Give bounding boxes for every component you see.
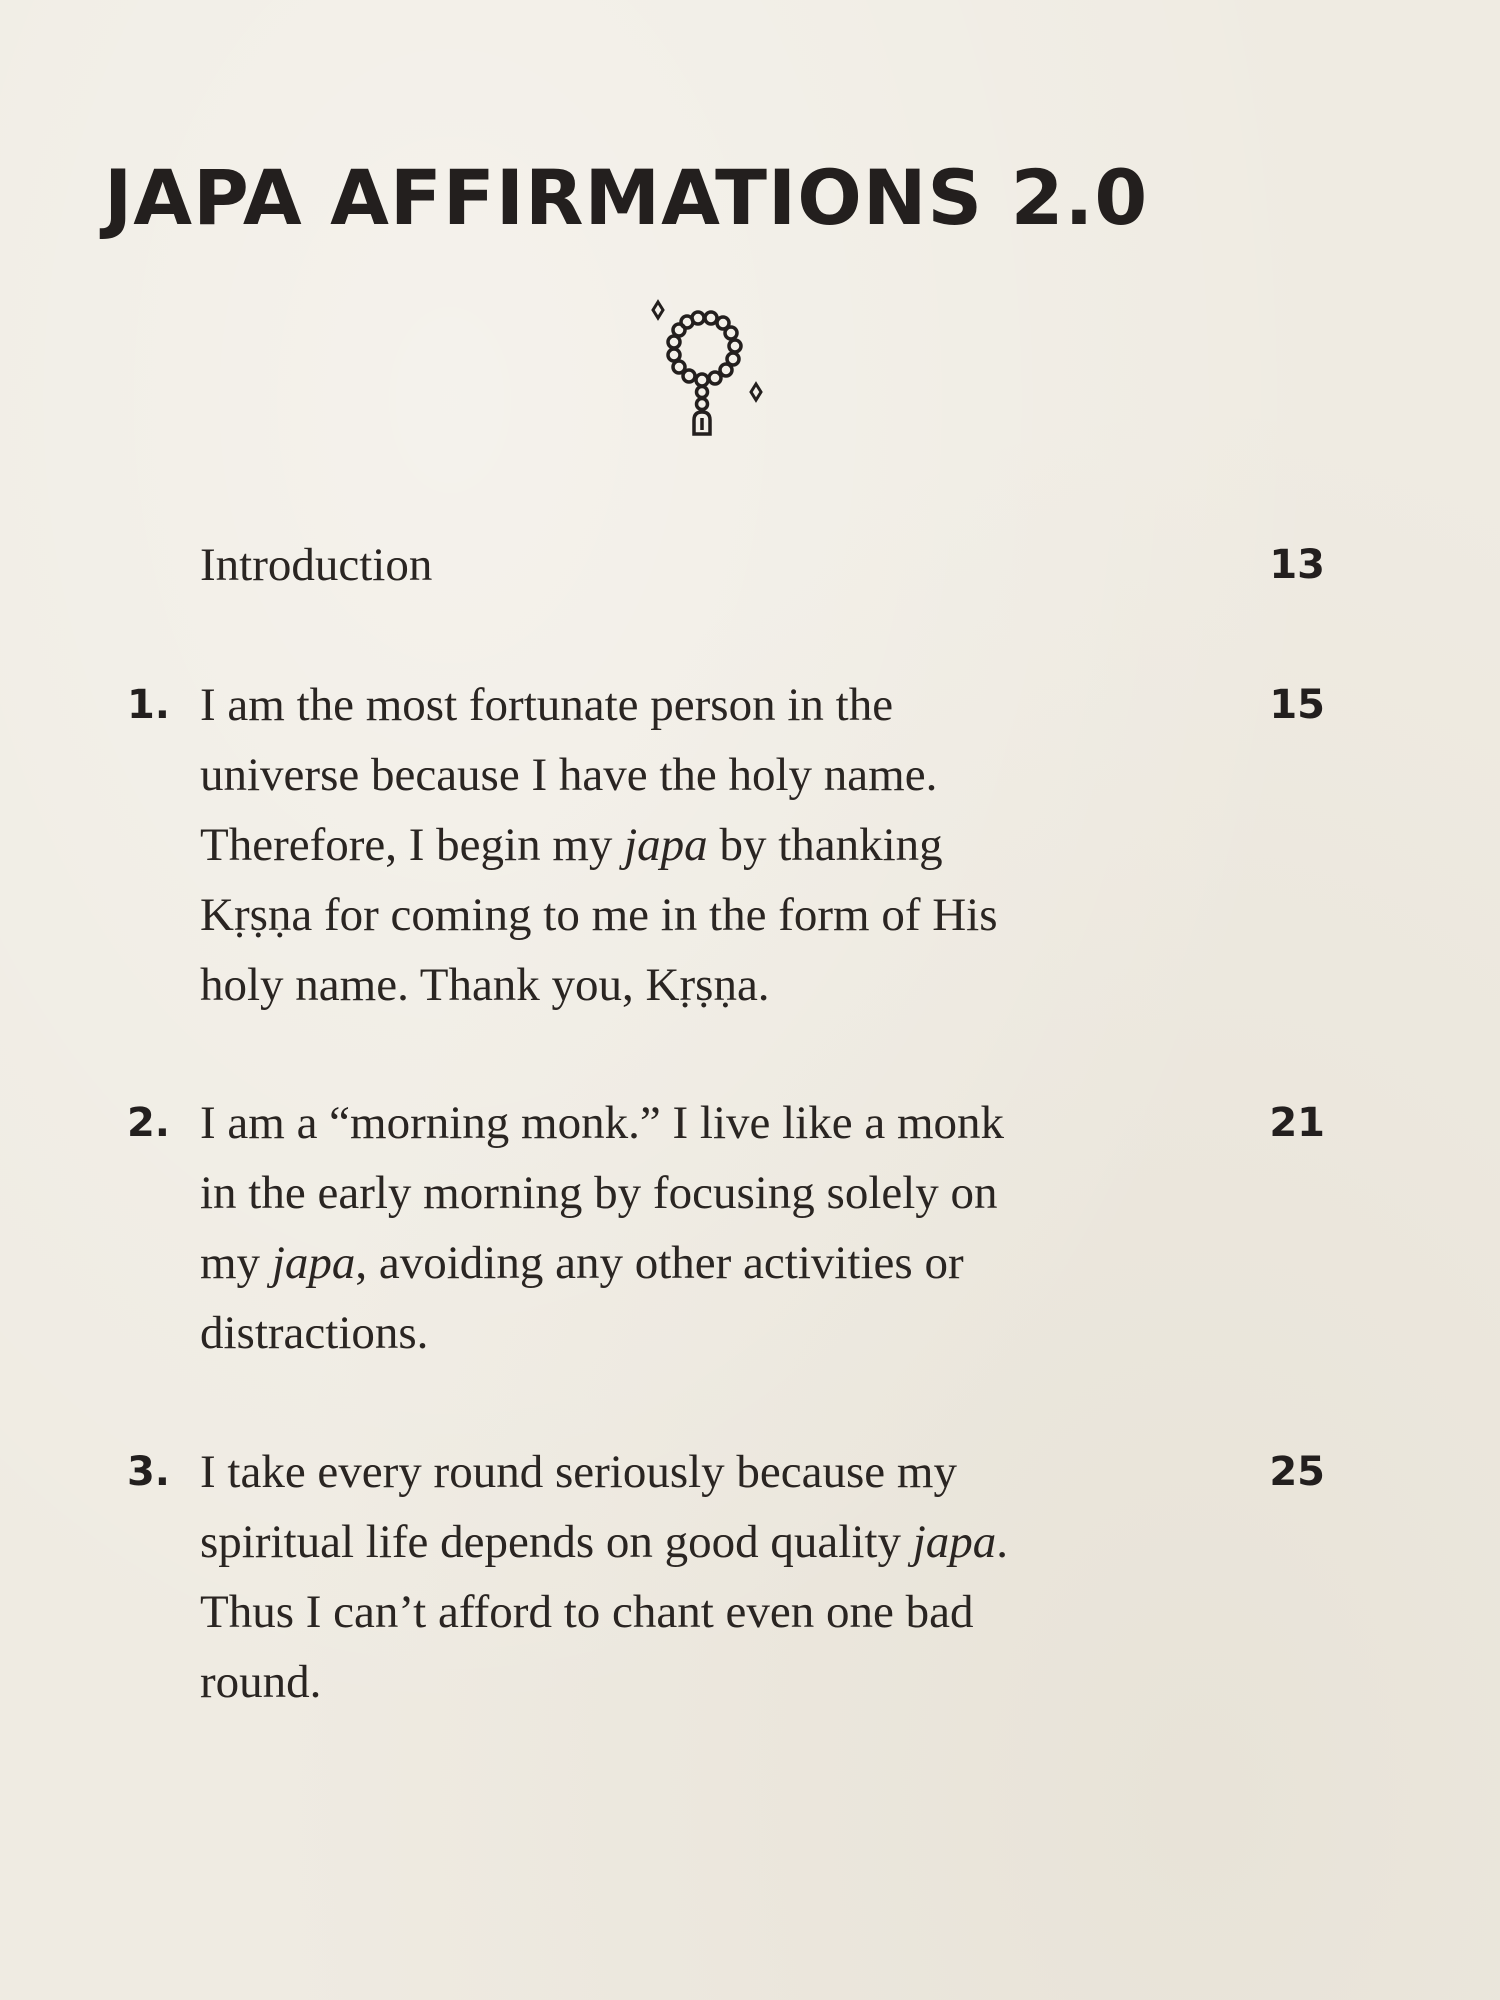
toc-entry-text [200,1437,1200,1717]
toc-entry-line: round. [200,1656,322,1708]
toc-intro-label: Introduction [200,539,433,591]
toc-entry-page-number: 25 [1269,1449,1325,1495]
toc-entry-line: my japa, avoiding any other activities or [200,1237,964,1289]
toc-entry-number: 3. [126,1449,170,1495]
toc-entry-line: I am the most fortunate person in the [200,679,894,731]
toc-entry-page-number: 15 [1269,682,1325,728]
toc-entry-line: Therefore, I begin my japa by thanking [200,819,943,871]
italic-term: japa [912,1516,997,1568]
japa-mala-beads-icon [636,298,776,458]
toc-entry-line: universe because I have the holy name. [200,749,938,801]
toc-entry-text [200,670,1200,1020]
toc-entry-line: spiritual life depends on good quality japa. [200,1516,1009,1568]
toc-entry-line: distractions. [200,1307,429,1359]
toc-entry-line: in the early morning by focusing solely on [200,1167,998,1219]
italic-term: japa [271,1237,356,1289]
toc-entry-line: I take every round seriously because my [200,1446,957,1498]
toc-entry-line: I am a “morning monk.” I live like a monk [200,1097,1005,1149]
toc-entry-number: 2. [126,1100,170,1146]
toc-entry-text [200,1088,1200,1368]
toc-entry-page-number: 21 [1269,1100,1325,1146]
toc-entry-line: holy name. Thank you, Kṛṣṇa. [200,959,770,1011]
page-title: JAPA AFFIRMATIONS 2.0 [104,153,1149,242]
italic-term: japa [624,819,708,871]
toc-entry-line: Kṛṣṇa for coming to me in the form of His [200,889,998,941]
toc-entry-number: 1. [126,682,170,728]
toc-entry-line: Thus I can’t afford to chant even one bad [200,1586,974,1638]
toc-intro-page-number: 13 [1269,542,1325,588]
